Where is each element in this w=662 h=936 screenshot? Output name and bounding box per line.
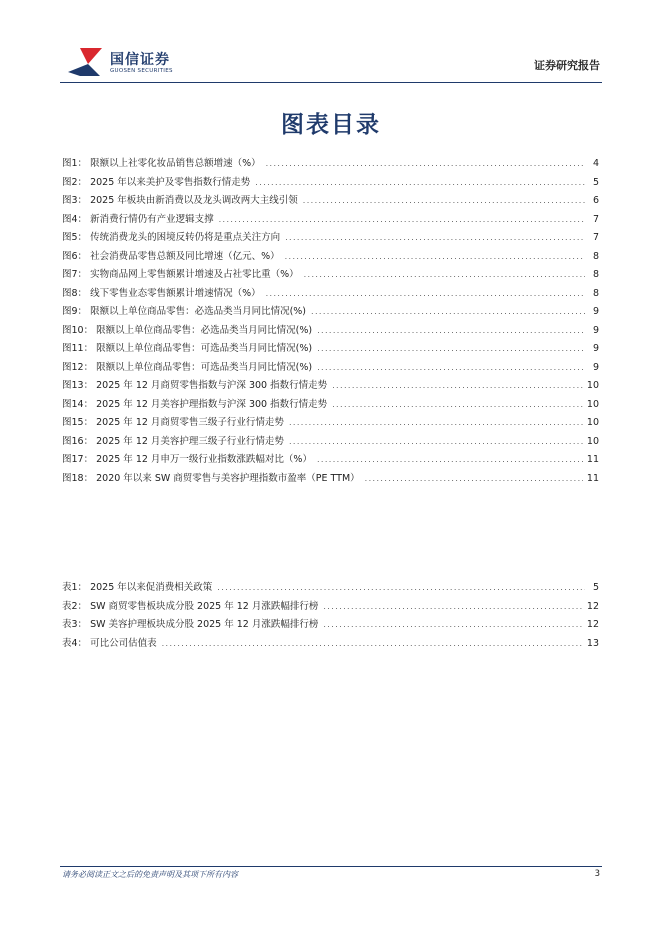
figure-entry-page: 10 xyxy=(586,417,599,428)
figure-entry[interactable] xyxy=(62,174,599,193)
figure-entry-label: 图17： 2025 年 12 月申万一级行业指数涨跌幅对比（%） xyxy=(62,454,312,465)
figure-entry[interactable] xyxy=(62,340,599,359)
figure-entry-page: 10 xyxy=(586,380,599,391)
dot-leader xyxy=(304,266,585,285)
dot-leader xyxy=(219,211,585,230)
figure-entry[interactable] xyxy=(62,266,599,285)
figure-entry-label: 图9： 限额以上单位商品零售：必选品类当月同比情况(%) xyxy=(62,306,307,317)
figure-entry-label: 图3： 2025 年板块由新消费以及龙头调改两大主线引领 xyxy=(62,195,298,206)
table-entry[interactable] xyxy=(62,616,599,635)
figure-entry[interactable] xyxy=(62,451,599,470)
figure-entry[interactable] xyxy=(62,211,599,230)
dot-leader xyxy=(332,377,583,396)
figure-entry[interactable] xyxy=(62,470,599,489)
figure-entry[interactable] xyxy=(62,229,599,248)
dot-leader xyxy=(311,303,585,322)
figure-entry-label: 图12： 限额以上单位商品零售：可选品类当月同比情况(%) xyxy=(62,361,313,373)
figure-entry-page: 6 xyxy=(592,195,599,206)
figure-entry-label: 图18： 2020 年以来 SW 商贸零售与美容护理指数市盈率（PE TTM） xyxy=(62,472,360,484)
guosen-logo-mark-icon xyxy=(66,46,106,80)
dot-leader xyxy=(162,635,583,654)
dot-leader xyxy=(365,470,583,489)
dot-leader xyxy=(255,174,585,193)
figure-entry[interactable] xyxy=(62,377,599,396)
figure-entry-page: 8 xyxy=(592,287,599,299)
table-entry[interactable] xyxy=(62,579,599,598)
dot-leader xyxy=(266,285,585,304)
figure-entry-label: 图8： 线下零售业态零售额累计增速情况（%） xyxy=(62,287,261,299)
figure-entry-page: 11 xyxy=(586,454,599,465)
page-header xyxy=(60,44,602,82)
figure-index-list xyxy=(62,155,599,488)
footer-divider xyxy=(60,866,602,867)
figure-entry-page: 9 xyxy=(592,361,599,373)
dot-leader xyxy=(289,414,583,433)
figure-entry-page: 5 xyxy=(592,176,599,188)
header-divider xyxy=(60,82,602,83)
figure-entry[interactable] xyxy=(62,359,599,378)
figure-entry-page: 9 xyxy=(592,343,599,354)
figure-entry-label: 图16： 2025 年 12 月美容护理三级子行业行情走势 xyxy=(62,435,284,447)
figure-entry-label: 图4： 新消费行情仍有产业逻辑支撑 xyxy=(62,213,214,225)
table-entry-page: 12 xyxy=(586,619,599,630)
figure-entry-label: 图14： 2025 年 12 月美容护理指数与沪深 300 指数行情走势 xyxy=(62,398,328,410)
dot-leader xyxy=(323,616,583,635)
figure-entry-page: 9 xyxy=(592,306,599,317)
dot-leader xyxy=(285,248,585,267)
figure-entry[interactable] xyxy=(62,248,599,267)
dot-leader xyxy=(323,598,583,617)
figure-entry-page: 11 xyxy=(586,472,599,484)
figure-entry[interactable] xyxy=(62,414,599,433)
figure-entry-page: 7 xyxy=(592,213,599,225)
logo-chinese-name: 国信证券 xyxy=(110,52,170,68)
report-type-label: 证券研究报告 xyxy=(534,59,600,72)
table-index-list xyxy=(62,579,599,653)
table-entry-page: 13 xyxy=(586,637,599,649)
dot-leader xyxy=(266,155,585,174)
figure-entry-label: 图6： 社会消费品零售总额及同比增速（亿元、%） xyxy=(62,250,280,262)
figure-entry-page: 7 xyxy=(592,232,599,243)
dot-leader xyxy=(332,396,583,415)
figure-entry-label: 图13： 2025 年 12 月商贸零售指数与沪深 300 指数行情走势 xyxy=(62,380,328,391)
table-entry-label: 表2： SW 商贸零售板块成分股 2025 年 12 月涨跌幅排行榜 xyxy=(62,600,319,612)
figure-entry-label: 图2： 2025 年以来美护及零售指数行情走势 xyxy=(62,176,251,188)
figure-entry[interactable] xyxy=(62,285,599,304)
table-entry-label: 表4： 可比公司估值表 xyxy=(62,637,157,649)
page-number: 3 xyxy=(594,869,600,879)
table-entry[interactable] xyxy=(62,598,599,617)
figure-entry[interactable] xyxy=(62,192,599,211)
figure-entry-page: 8 xyxy=(592,269,599,280)
table-entry-page: 5 xyxy=(592,582,599,593)
dot-leader xyxy=(317,451,583,470)
dot-leader xyxy=(217,579,585,598)
figure-entry-label: 图11： 限额以上单位商品零售：可选品类当月同比情况(%) xyxy=(62,343,313,354)
table-entry-page: 12 xyxy=(586,600,599,612)
table-entry-label: 表1： 2025 年以来促消费相关政策 xyxy=(62,582,213,593)
figure-entry-page: 10 xyxy=(586,398,599,410)
dot-leader xyxy=(317,359,585,378)
figure-entry[interactable] xyxy=(62,396,599,415)
figure-entry-page: 8 xyxy=(592,250,599,262)
footer-disclaimer: 请务必阅读正文之后的免责声明及其项下所有内容 xyxy=(62,870,238,879)
figure-entry-page: 4 xyxy=(592,158,599,169)
figure-entry-label: 图15： 2025 年 12 月商贸零售三级子行业行情走势 xyxy=(62,417,284,428)
figure-entry[interactable] xyxy=(62,322,599,341)
figure-entry-label: 图7： 实物商品网上零售额累计增速及占社零比重（%） xyxy=(62,269,299,280)
logo-english-name: GUOSEN SECURITIES xyxy=(110,68,173,74)
dot-leader xyxy=(303,192,585,211)
figure-entry[interactable] xyxy=(62,303,599,322)
figure-entry-label: 图10： 限额以上单位商品零售：必选品类当月同比情况(%) xyxy=(62,324,313,336)
figure-entry-page: 10 xyxy=(586,435,599,447)
toc-title: 图表目录 xyxy=(281,112,381,138)
figure-entry[interactable] xyxy=(62,155,599,174)
guosen-logo xyxy=(66,46,186,80)
table-entry[interactable] xyxy=(62,635,599,654)
figure-entry[interactable] xyxy=(62,433,599,452)
dot-leader xyxy=(285,229,585,248)
dot-leader xyxy=(289,433,583,452)
figure-entry-label: 图5： 传统消费龙头的困境反转仍将是重点关注方向 xyxy=(62,232,281,243)
dot-leader xyxy=(317,340,585,359)
figure-entry-label: 图1： 限额以上社零化妆品销售总额增速（%） xyxy=(62,158,261,169)
dot-leader xyxy=(317,322,585,341)
table-entry-label: 表3： SW 美容护理板块成分股 2025 年 12 月涨跌幅排行榜 xyxy=(62,619,319,630)
figure-entry-page: 9 xyxy=(592,324,599,336)
